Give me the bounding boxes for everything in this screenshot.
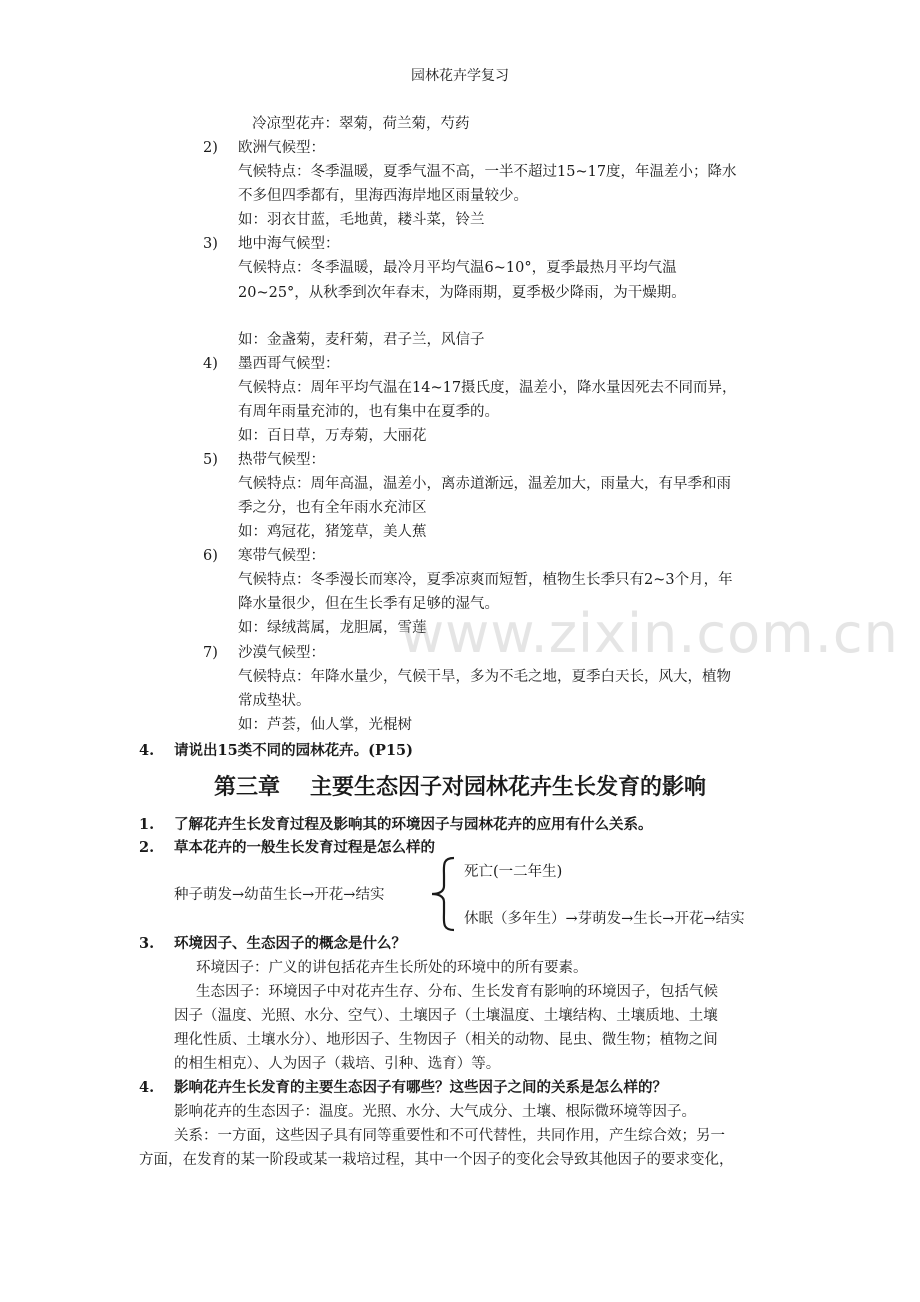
question-number: 4. — [139, 742, 155, 759]
text-line: 如：金盏菊，麦秆菊，君子兰，风信子 — [238, 332, 485, 348]
question-text: 草本花卉的一般生长发育过程是怎么样的 — [174, 839, 435, 856]
text-line: 寒带气候型： — [238, 548, 325, 564]
text-line: 热带气候型： — [238, 452, 325, 468]
text-line: 如：羽衣甘蓝，毛地黄，耧斗菜，铃兰 — [238, 212, 485, 228]
text-line: 方面，在发育的某一阶段或某一栽培过程，其中一个因子的变化会导致其他因子的要求变化， — [139, 1152, 734, 1168]
text-line: 如：绿绒蒿属，龙胆属，雪莲 — [238, 620, 427, 636]
text-line: 如：百日草，万寿菊，大丽花 — [238, 428, 427, 444]
list-number: 5) — [203, 452, 218, 468]
page-header: 园林花卉学复习 — [411, 68, 509, 84]
text-line: 的相生相克）、人为因子（栽培、引种、选育）等。 — [174, 1056, 501, 1072]
list-number: 7) — [203, 645, 218, 661]
curly-brace-icon — [428, 856, 458, 932]
question-text: 了解花卉生长发育过程及影响其的环境因子与园林花卉的应用有什么关系。 — [174, 816, 653, 833]
text-line: 环境因子：广义的讲包括花卉生长所处的环境中的所有要素。 — [196, 960, 588, 976]
flow-branch-perennial: 休眠（多年生）→芽萌发→生长→开花→结实 — [464, 911, 745, 927]
text-line: 季之分，也有全年雨水充沛区 — [238, 500, 427, 516]
text-line: 地中海气候型： — [238, 236, 340, 252]
text-line: 常成垫状。 — [238, 693, 311, 709]
text-line: 气候特点：周年平均气温在14~17摄氏度，温差小，降水量因死去不同而异， — [238, 380, 737, 396]
question-number: 2. — [139, 839, 155, 856]
watermark: www.zixin.com.cn — [400, 602, 899, 665]
question-text: 环境因子、生态因子的概念是什么？ — [174, 935, 406, 952]
text-line: 生态因子：环境因子中对花卉生存、分布、生长发育有影响的环境因子，包括气候 — [196, 984, 718, 1000]
text-line: 气候特点：冬季温暖，夏季气温不高，一半不超过15~17度，年温差小；降水 — [238, 164, 737, 180]
text-line: 气候特点：年降水量少，气候干旱，多为不毛之地，夏季白天长，风大，植物 — [238, 669, 731, 685]
question-text: 影响花卉生长发育的主要生态因子有哪些？这些因子之间的关系是怎么样的？ — [174, 1079, 667, 1096]
flow-main-stage: 种子萌发→幼苗生长→开花→结实 — [174, 887, 385, 903]
list-number: 4) — [203, 356, 218, 372]
question-number: 1. — [139, 816, 155, 833]
flow-branch-annual: 死亡(一二年生) — [464, 864, 563, 880]
list-number: 3) — [203, 236, 218, 252]
text-line: 20~25°，从秋季到次年春末，为降雨期，夏季极少降雨，为干燥期。 — [238, 285, 686, 301]
chapter-title — [0, 772, 920, 802]
text-line: 降水量很少，但在生长季有足够的湿气。 — [238, 596, 499, 612]
text-line: 不多但四季都有，里海西海岸地区雨量较少。 — [238, 188, 528, 204]
text-line: 理化性质、土壤水分）、地形因子、生物因子（相关的动物、昆虫、微生物；植物之间 — [174, 1032, 718, 1048]
text-line: 如：鸡冠花，猪笼草，美人蕉 — [238, 524, 427, 540]
text-line: 因子（温度、光照、水分、空气）、土壤因子（土壤温度、土壤结构、土壤质地、土壤 — [174, 1008, 718, 1024]
text-line: 气候特点：冬季温暖，最冷月平均气温6~10°，夏季最热月平均气温 — [238, 260, 677, 276]
question-number: 3. — [139, 935, 155, 952]
text-line: 影响花卉的生态因子：温度。光照、水分、大气成分、土壤、根际微环境等因子。 — [174, 1104, 696, 1120]
chapter-heading: 主要生态因子对园林花卉生长发育的影响 — [310, 774, 707, 800]
text-line: 墨西哥气候型： — [238, 356, 340, 372]
list-number: 6) — [203, 548, 218, 564]
question-text: 请说出15类不同的园林花卉。(P15) — [174, 742, 413, 759]
text-line: 冷凉型花卉：翠菊，荷兰菊，芍药 — [252, 116, 470, 132]
text-line: 有周年雨量充沛的，也有集中在夏季的。 — [238, 404, 499, 420]
text-line: 欧洲气候型： — [238, 140, 325, 156]
text-line: 气候特点：冬季漫长而寒冷，夏季凉爽而短暂，植物生长季只有2~3个月，年 — [238, 572, 733, 588]
question-number: 4. — [139, 1079, 155, 1096]
text-line: 气候特点：周年高温，温差小，离赤道渐远，温差加大，雨量大，有早季和雨 — [238, 476, 731, 492]
chapter-number: 第三章 — [213, 774, 280, 800]
text-line: 关系：一方面，这些因子具有同等重要性和不可代替性，共同作用，产生综合效；另一 — [174, 1128, 725, 1144]
text-line: 沙漠气候型： — [238, 645, 325, 661]
text-line: 如：芦荟，仙人掌，光棍树 — [238, 717, 412, 733]
list-number: 2) — [203, 140, 218, 156]
